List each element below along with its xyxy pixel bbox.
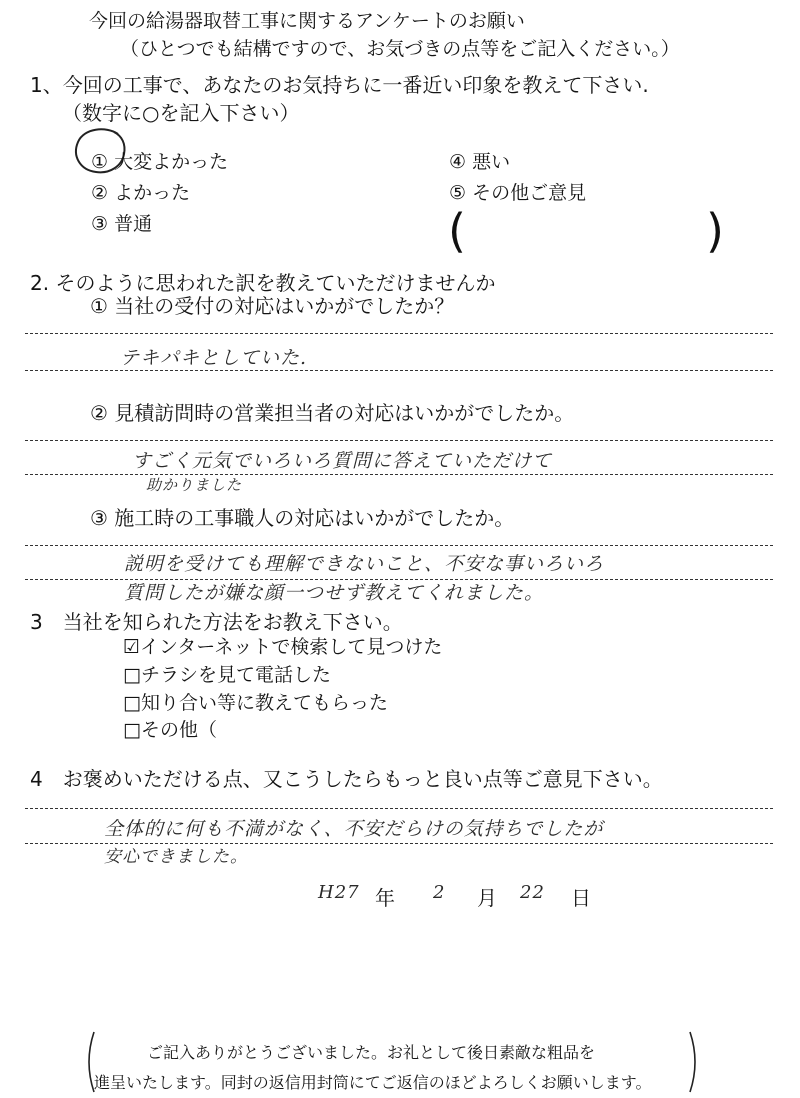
q1-instruction: （数字に○を記入下さい） [62,101,300,125]
answer-line [25,440,773,441]
date-month-label: 月 [477,886,497,910]
q1-other-paren-open: ( [448,204,466,258]
q3-option-other[interactable]: □その他（ [123,719,217,741]
q2-answer2-line2[interactable]: 助かりました [146,476,243,494]
date-day[interactable]: 22 [520,882,545,903]
q2-sub3: ③ 施工時の工事職人の対応はいかがでしたか。 [90,506,515,530]
q1-other-paren-close: ) [706,204,724,258]
q4-answer-line1[interactable]: 全体的に何も不満がなく、不安だらけの気持ちでしたが [104,818,604,840]
q3-question: 3 当社を知られた方法をお教え下さい。 [30,610,403,634]
q1-option-2[interactable]: ② よかった [91,182,191,204]
footer-line1: ご記入ありがとうございました。お礼として後日素敵な粗品を [147,1043,596,1062]
answer-line [25,808,773,809]
q2-sub2: ② 見積訪問時の営業担当者の対応はいかがでしたか。 [90,401,575,425]
q2-answer2-line1[interactable]: すごく元気でいろいろ質問に答えていただけて [132,450,553,472]
q1-option-5[interactable]: ⑤ その他ご意見 [449,182,587,204]
q3-option-flyer[interactable]: □チラシを見て電話した [123,664,331,686]
date-day-label: 日 [571,886,591,910]
q2-question: 2. そのように思われた訳を教えていただけませんか [30,271,496,295]
q2-answer1[interactable]: テキパキとしていた. [120,347,308,369]
q4-answer-line2[interactable]: 安心できました。 [104,847,248,867]
q4-question: 4 お褒めいただける点、又こうしたらもっと良い点等ご意見下さい。 [30,767,663,791]
q3-option-internet[interactable]: ☑インターネットで検索して見つけた [123,636,443,658]
date-month[interactable]: 2 [433,882,446,903]
q2-sub1: ① 当社の受付の対応はいかがでしたか？ [90,294,455,318]
q1-option-1[interactable]: ① 大変よかった [91,151,229,173]
q1-option-3[interactable]: ③ 普通 [91,213,153,235]
date-era-year[interactable]: H27 [318,882,360,903]
footer-line2: 進呈いたします。同封の返信用封筒にてご返信のほどよろしくお願いします。 [94,1073,652,1092]
footer-bracket-right [686,1030,704,1094]
answer-line [25,333,773,334]
q2-answer3-line1[interactable]: 説明を受けても理解できないこと、不安な事いろいろ [124,553,605,575]
survey-subtitle: （ひとつでも結構ですので、お気づきの点等をご記入ください。） [120,38,680,60]
date-year-label: 年 [375,886,395,910]
q1-option-4[interactable]: ④ 悪い [449,151,511,173]
q3-option-acquaintance[interactable]: □知り合い等に教えてもらった [123,692,388,714]
q1-question: 1、今回の工事で、あなたのお気持ちに一番近い印象を教えて下さい. [30,73,649,97]
q2-answer3-line2[interactable]: 質問したが嫌な顔一つせず教えてくれました。 [124,582,545,604]
answer-line [25,370,773,371]
survey-title: 今回の給湯器取替工事に関するアンケートのお願い [89,10,525,32]
answer-line [25,474,773,475]
answer-line [25,545,773,546]
